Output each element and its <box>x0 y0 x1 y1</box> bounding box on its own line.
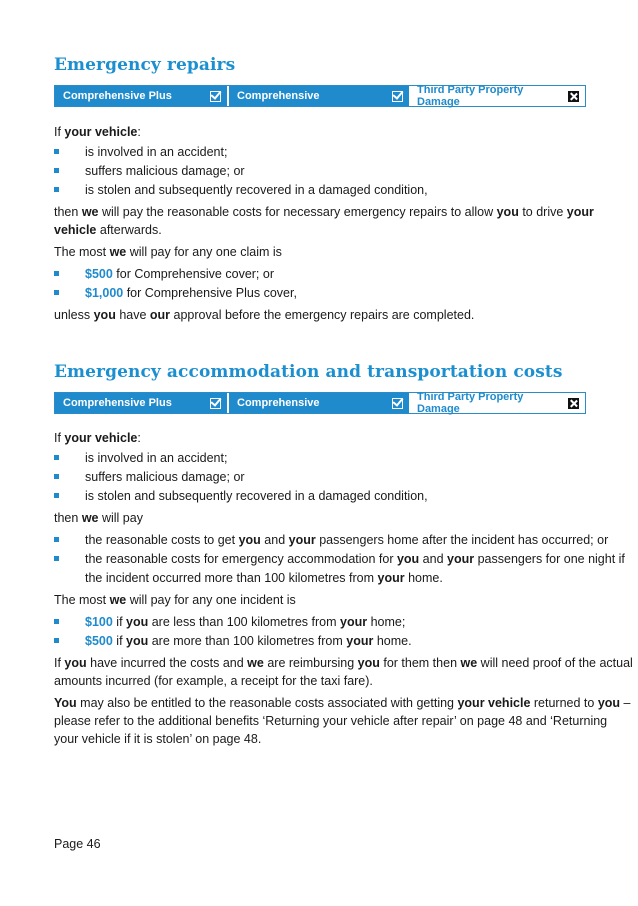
checkbox-cross-icon <box>568 398 579 409</box>
paragraph: The most we will pay for any one claim is <box>54 245 282 259</box>
checkbox-checked-icon <box>392 91 403 102</box>
bullet-icon <box>54 290 59 295</box>
cover-third-party <box>409 393 585 413</box>
section-title-emergency-accommodation: Emergency accommodation and transportation costs <box>54 362 563 382</box>
cover-label: Third Party Property Damage <box>417 391 524 415</box>
paragraph: vehicle afterwards. <box>54 223 162 237</box>
paragraph: please refer to the additional benefits ‘Returning your vehicle after repair’ on page 48 and ‘Returning <box>54 714 608 728</box>
cover-comprehensive <box>229 86 409 106</box>
paragraph: If your vehicle: <box>54 431 141 445</box>
paragraph: You may also be entitled to the reasonable costs associated with getting your vehicle returned to you – <box>54 696 631 710</box>
checkbox-cross-icon <box>568 91 579 102</box>
cover-label: Comprehensive Plus <box>63 397 172 409</box>
cover-type-bar <box>54 85 586 107</box>
checkbox-checked-icon <box>210 398 221 409</box>
bullet-icon <box>54 474 59 479</box>
bullet-icon <box>54 187 59 192</box>
bullet-icon <box>54 271 59 276</box>
cover-label: Third Party Property Damage <box>417 84 524 108</box>
cover-label: Comprehensive <box>237 90 320 102</box>
bullet-icon <box>54 638 59 643</box>
cover-third-party <box>409 86 585 106</box>
cover-comprehensive <box>229 393 409 413</box>
section-title-emergency-repairs: Emergency repairs <box>54 55 236 75</box>
paragraph: The most we will pay for any one incident is <box>54 593 296 607</box>
paragraph: then we will pay the reasonable costs for necessary emergency repairs to allow you to drive your <box>54 205 594 219</box>
bullet-icon <box>54 455 59 460</box>
document-page: Emergency repairs Comprehensive Plus Comprehensive Third Party Property Damage If your vehicle: is involved in an accident; suffers malicious damage; or is stolen and subsequently recovered in a damaged condition, then we will pay the reasonable costs for necessary emergency repairs to allow you to drive your vehicle afterwards. The most we will pay for any one claim is $500 for Comprehensive cover; or $1,000 for Comprehensive Plus cover, unless you have our approval before the emergency repairs are completed. Emergency accommodation and transportation costs Comprehensive Plus Comprehensive Third Party Property Damage If your vehicle: is involved in an accident; suffers malicious damage; or is stolen and subsequently recovered in a damaged condition, then we will pay the reasonable costs to get you and your passengers home after the incident has occurred; or the reasonable costs for emergency accommodation for you and your passengers for one night if the incident occurred more than 100 kilometres from your home. The most we will pay for any one incident is $100 if you are less than 100 kilometres from your home; $500 if you are more than 100 kilometres from your home. If you have incurred the costs and we are reimbursing you for them then we will need proof of the actual amounts incurred (for example, a receipt for the taxi fare). You may also be entitled to the reasonable costs associated with getting your vehicle returned to you – please refer to the additional benefits ‘Returning your vehicle after repair’ on page 48 and ‘Returning your vehicle if it is stolen’ on page 48. Page 46 <box>54 55 633 851</box>
cover-comprehensive-plus <box>55 86 229 106</box>
paragraph: amounts incurred (for example, a receipt for the taxi fare). <box>54 674 373 688</box>
bullet-icon <box>54 537 59 542</box>
cover-label: Comprehensive Plus <box>63 90 172 102</box>
paragraph: unless you have our approval before the emergency repairs are completed. <box>54 308 475 322</box>
checkbox-checked-icon <box>392 398 403 409</box>
cover-comprehensive-plus <box>55 393 229 413</box>
bullet-icon <box>54 168 59 173</box>
page-number: Page 46 <box>54 837 101 851</box>
cover-type-bar <box>54 392 586 414</box>
paragraph: then we will pay <box>54 511 143 525</box>
paragraph: your vehicle if it is stolen’ on page 48. <box>54 732 262 746</box>
bullet-icon <box>54 493 59 498</box>
paragraph: If you have incurred the costs and we are reimbursing you for them then we will need proof of the actual <box>54 656 633 670</box>
checkbox-checked-icon <box>210 91 221 102</box>
paragraph: If your vehicle: <box>54 125 141 139</box>
bullet-icon <box>54 619 59 624</box>
cover-label: Comprehensive <box>237 397 320 409</box>
bullet-icon <box>54 556 59 561</box>
bullet-icon <box>54 149 59 154</box>
